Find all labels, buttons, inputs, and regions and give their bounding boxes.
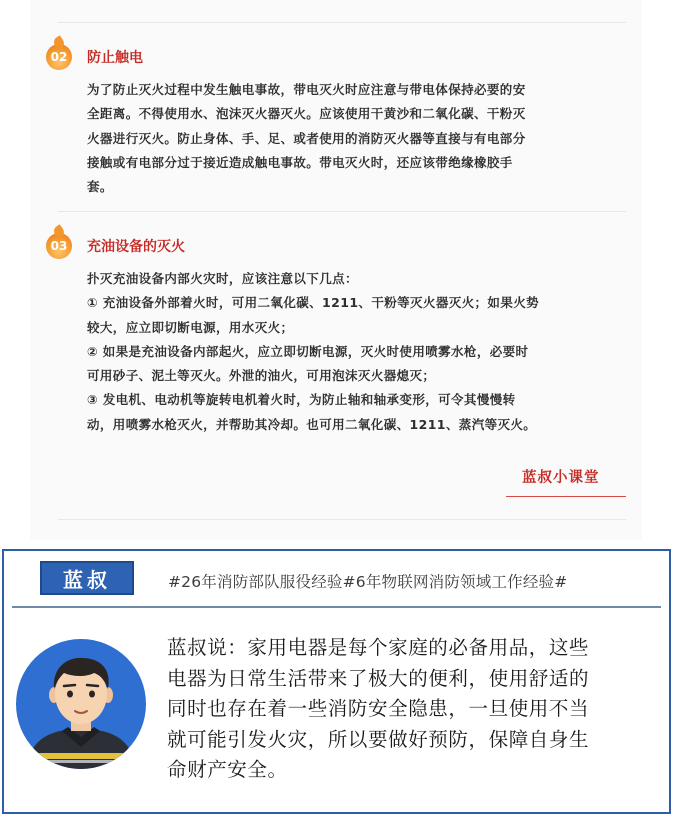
quote-line: 蓝叔说：家用电器是每个家庭的必备用品，这些: [167, 636, 590, 659]
section-body: [87, 78, 627, 199]
author-quote: [167, 633, 662, 786]
body-line: 较大，应立即切断电源，用水灭火；: [87, 319, 294, 335]
body-line: 套。: [87, 179, 113, 195]
body-line: ③ 发电机、电动机等旋转电机着火时，为防止轴和轴承变形，可令其慢慢转: [87, 392, 516, 408]
body-line: ① 充油设备外部着火时，可用二氧化碳、1211、干粉等灭火器灭火；如果火势: [87, 295, 540, 311]
body-line: 接触或有电部分过于接近造成触电事故。带电灭火时，还应该带绝缘橡胶手: [87, 154, 513, 170]
profile-divider: [12, 606, 661, 608]
quote-line: 就可能引发火灾，所以要做好预防，保障自身生: [167, 727, 590, 751]
section-number-badge: 03: [46, 233, 72, 259]
author-profile-box: [2, 549, 671, 814]
body-line: 火器进行灭火。防止身体、手、足、或者使用的消防灭火器等直接与有电部分: [87, 130, 526, 146]
divider: [58, 22, 626, 23]
body-line: 动，用喷雾水枪灭火，并帮助其冷却。也可用二氧化碳、1211、蒸汽等灭火。: [87, 416, 537, 432]
quote-line: 同时也存在着一些消防安全隐患，一旦使用不当: [167, 697, 590, 720]
firefighter-avatar-icon: [16, 639, 146, 769]
divider: [58, 211, 626, 212]
section-title: 防止触电: [87, 50, 143, 66]
body-line: 可用砂子、泥土等灭火。外泄的油火，可用泡沫灭火器熄灭；: [87, 368, 436, 384]
divider: [58, 519, 626, 520]
quote-line: 命财产安全。: [167, 758, 288, 781]
body-line: 为了防止灭火过程中发生触电事故，带电灭火时应注意与带电体保持必要的安: [87, 82, 526, 97]
column-signature: 蓝叔小课堂: [522, 470, 600, 486]
body-line: ② 如果是充油设备内部起火，应立即切断电源，灭火时使用喷雾水枪，必要时: [87, 343, 529, 359]
author-name-tag: 蓝叔: [40, 561, 134, 595]
body-line: 扑灭充油设备内部火灾时，应该注意以下几点：: [87, 271, 358, 286]
avatar: [16, 639, 146, 769]
section-body: [87, 267, 627, 437]
section-number-badge: 02: [46, 44, 72, 70]
quote-line: 电器为日常生活带来了极大的便利，使用舒适的: [167, 666, 590, 690]
author-hashtags: #26年消防部队服役经验#6年物联网消防领域工作经验#: [168, 573, 568, 591]
body-line: 全距离。不得使用水、泡沫灭火器灭火。应该使用干黄沙和二氧化碳、干粉灭: [87, 106, 526, 122]
signature-underline: [506, 496, 626, 497]
section-title: 充油设备的灭火: [87, 239, 185, 255]
